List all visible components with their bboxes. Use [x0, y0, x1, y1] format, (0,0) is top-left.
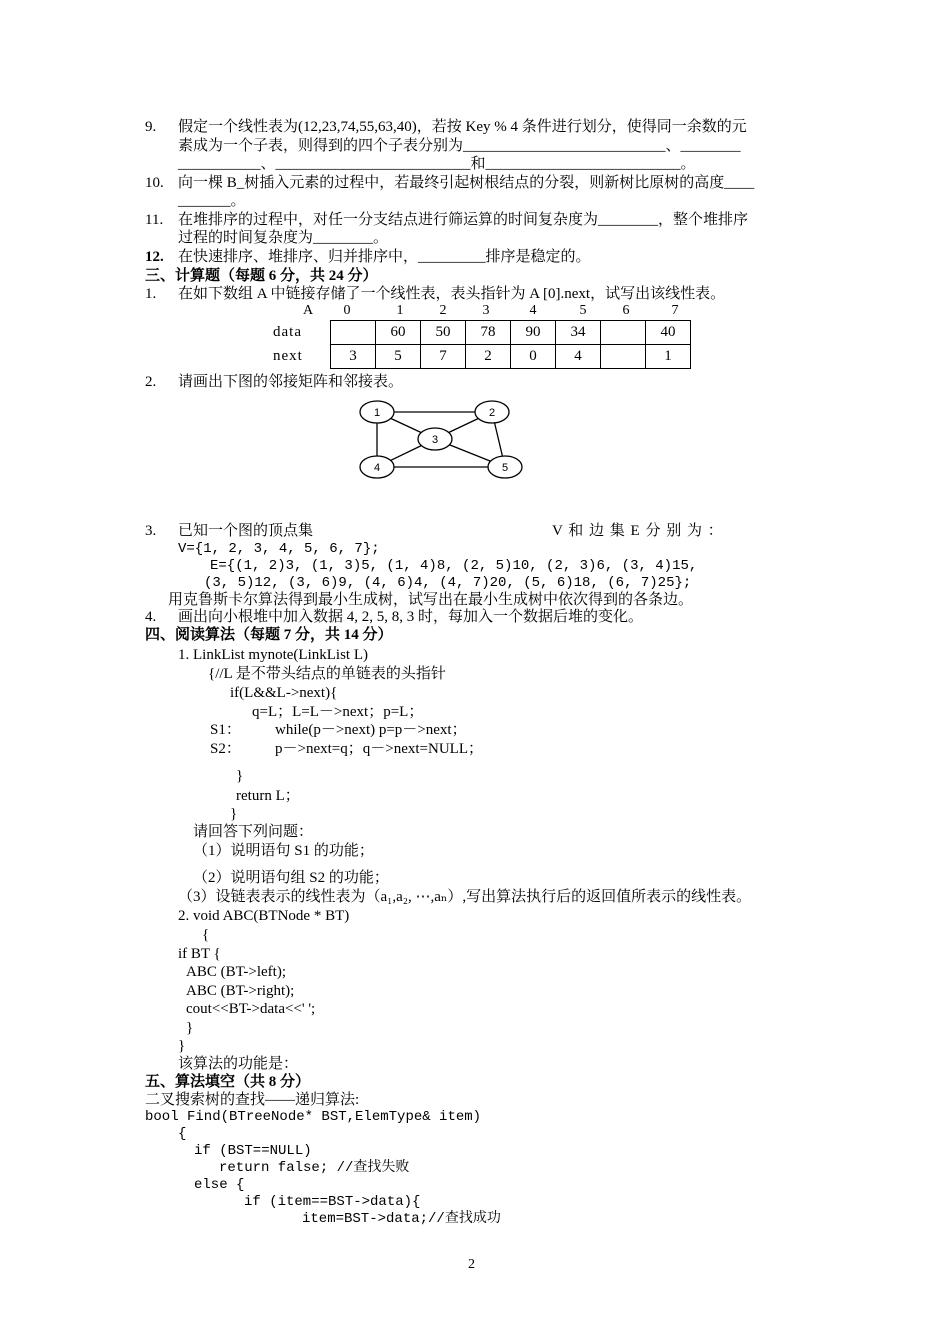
section3-title: 三、计算题（每题 6 分，共 24 分） [145, 268, 378, 284]
read1-line: } [236, 768, 244, 784]
data-cell: 90 [511, 321, 556, 345]
q11-line1: 在堆排序的过程中，对任一分支结点进行筛运算的时间复杂度为________，整个堆排序 [178, 212, 749, 228]
fill-code-line: bool Find(BTreeNode* BST,ElemType& item) [145, 1109, 482, 1125]
data-cell: 78 [466, 321, 511, 345]
data-row-label: data [273, 324, 302, 340]
read1-ask: 请回答下列问题： [193, 824, 314, 840]
data-cell [601, 321, 646, 345]
fill-code-line: { [178, 1126, 187, 1142]
array-table [264, 320, 691, 369]
calc3-text-a: 已知一个图的顶点集 [178, 523, 314, 539]
graph-node-label: 1 [373, 407, 381, 419]
array-index: 1 [396, 303, 404, 318]
page-number: 2 [468, 1257, 475, 1272]
read1-line: if(L&&L->next){ [230, 685, 338, 701]
array-index: 2 [439, 303, 447, 318]
graph-node-label: 3 [431, 434, 439, 446]
array-index: 5 [579, 303, 587, 318]
read1-line: return L； [236, 788, 300, 804]
next-cell: 5 [376, 345, 421, 369]
calc2-number: 2. [145, 374, 157, 390]
data-cell [331, 321, 376, 345]
calc3-text-b: V 和 边 集 E 分 别 为 ： [552, 523, 724, 539]
graph-node-label: 4 [373, 462, 381, 474]
read1-s2-code: p－>next=q；q－>next=NULL； [275, 741, 483, 757]
data-cell: 50 [421, 321, 466, 345]
next-row-label: next [273, 348, 303, 364]
section4-title: 四、阅读算法（每题 7 分，共 14 分） [145, 627, 393, 643]
fill-code-line: if (BST==NULL) [194, 1143, 312, 1159]
q10-line1: 向一棵 B_树插入元素的过程中，若最终引起树根结点的分裂，则新树比原树的高度____ [178, 175, 755, 191]
data-cell: 34 [556, 321, 601, 345]
array-index: 7 [671, 303, 679, 318]
q11-line2: 过程的时间复杂度为________。 [178, 230, 389, 246]
q11-number: 11. [145, 212, 164, 228]
array-index: 0 [343, 303, 351, 318]
read1-question-3: （3）设链表表示的线性表为（a₁,a₂, ⋯,aₙ）,写出算法执行后的返回值所表示的线性表。 [178, 889, 752, 905]
read2-line: } [178, 1038, 186, 1054]
calc3-edge-set-1: E={(1, 2)3, (1, 3)5, (1, 4)8, (2, 5)10, (2, 3)6, (3, 4)15, [210, 558, 698, 574]
next-cell: 4 [556, 345, 601, 369]
next-cell: 0 [511, 345, 556, 369]
graph-node-label: 2 [488, 407, 496, 419]
read1-s2-label: S2： [210, 741, 241, 757]
read1-question-2: （2）说明语句组 S2 的功能； [193, 870, 389, 886]
read2-line: ABC (BT->left); [186, 964, 286, 980]
read2-line: ABC (BT->right); [186, 983, 295, 999]
read2-line: if BT { [178, 946, 221, 962]
calc4-number: 4. [145, 609, 157, 625]
graph-node-label: 5 [501, 462, 509, 474]
fill-code-line: item=BST->data;//查找成功 [302, 1211, 501, 1227]
calc2-text: 请画出下图的邻接矩阵和邻接表。 [178, 374, 404, 390]
array-index: 3 [482, 303, 490, 318]
read2-header: 2. void ABC(BTNode * BT) [178, 908, 350, 924]
read2-line: { [202, 927, 210, 943]
read1-line: } [230, 806, 238, 822]
read1-header: 1. LinkList mynote(LinkList L) [178, 647, 368, 663]
section5-title: 五、算法填空（共 8 分） [145, 1074, 311, 1090]
fill-code-line: else { [194, 1177, 245, 1193]
q9-number: 9. [145, 119, 157, 135]
read2-line: } [186, 1020, 194, 1036]
calc1-text: 在如下数组 A 中链接存储了一个线性表，表头指针为 A [0].next，试写出该线性表。 [178, 286, 726, 302]
array-index: 4 [529, 303, 537, 318]
read2-line: cout<<BT->data<<' '; [186, 1001, 316, 1017]
array-name: A [302, 303, 314, 318]
calc3-edge-set-2: (3, 5)12, (3, 6)9, (4, 6)4, (4, 7)20, (5, 6)18, (6, 7)25}; [204, 575, 692, 591]
calc3-number: 3. [145, 523, 157, 539]
q9-line1: 假定一个线性表为(12,23,74,55,63,40)，若按 Key % 4 条件进行划分，使得同一余数的元 [178, 119, 747, 135]
q12-line1: 在快速排序、堆排序、归并排序中，_________排序是稳定的。 [178, 249, 591, 265]
data-cell: 60 [376, 321, 421, 345]
next-cell: 2 [466, 345, 511, 369]
next-cell: 1 [646, 345, 691, 369]
graph-figure [350, 392, 530, 484]
q9-line3: ___________、__________________________和__________________________。 [178, 156, 696, 172]
read2-ask: 该算法的功能是： [178, 1056, 299, 1072]
fill-code-line: if (item==BST->data){ [244, 1194, 421, 1210]
next-cell [601, 345, 646, 369]
next-cell: 3 [331, 345, 376, 369]
calc3-question: 用克鲁斯卡尔算法得到最小生成树，试写出在最小生成树中依次得到的各条边。 [168, 592, 694, 608]
q9-line2: 素成为一个子表，则得到的四个子表分别为___________________________、________ [178, 138, 741, 154]
next-cell: 7 [421, 345, 466, 369]
read1-s1-code: while(p－>next) p=p－>next； [275, 722, 467, 738]
fill-code-line: return false; //查找失败 [219, 1160, 410, 1176]
array-next-row [264, 345, 691, 369]
data-cell: 40 [646, 321, 691, 345]
calc4-text: 画出向小根堆中加入数据 4, 2, 5, 8, 3 时，每加入一个数据后堆的变化。 [178, 609, 644, 625]
q12-number: 12. [145, 249, 164, 265]
read1-line: {//L 是不带头结点的单链表的头指针 [208, 666, 446, 682]
read1-question-1: （1）说明语句 S1 的功能； [193, 843, 374, 859]
read1-s1-label: S1： [210, 722, 241, 738]
fill-intro: 二叉搜索树的查找——递归算法: [145, 1092, 360, 1108]
calc3-vertex-set: V={1, 2, 3, 4, 5, 6, 7}; [178, 541, 380, 557]
array-index: 6 [622, 303, 630, 318]
calc1-number: 1. [145, 286, 157, 302]
array-data-row [264, 321, 691, 345]
q10-number: 10. [145, 175, 164, 191]
q10-line2: _______。 [178, 193, 246, 209]
read1-line: q=L；L=L－>next；p=L； [252, 704, 424, 720]
